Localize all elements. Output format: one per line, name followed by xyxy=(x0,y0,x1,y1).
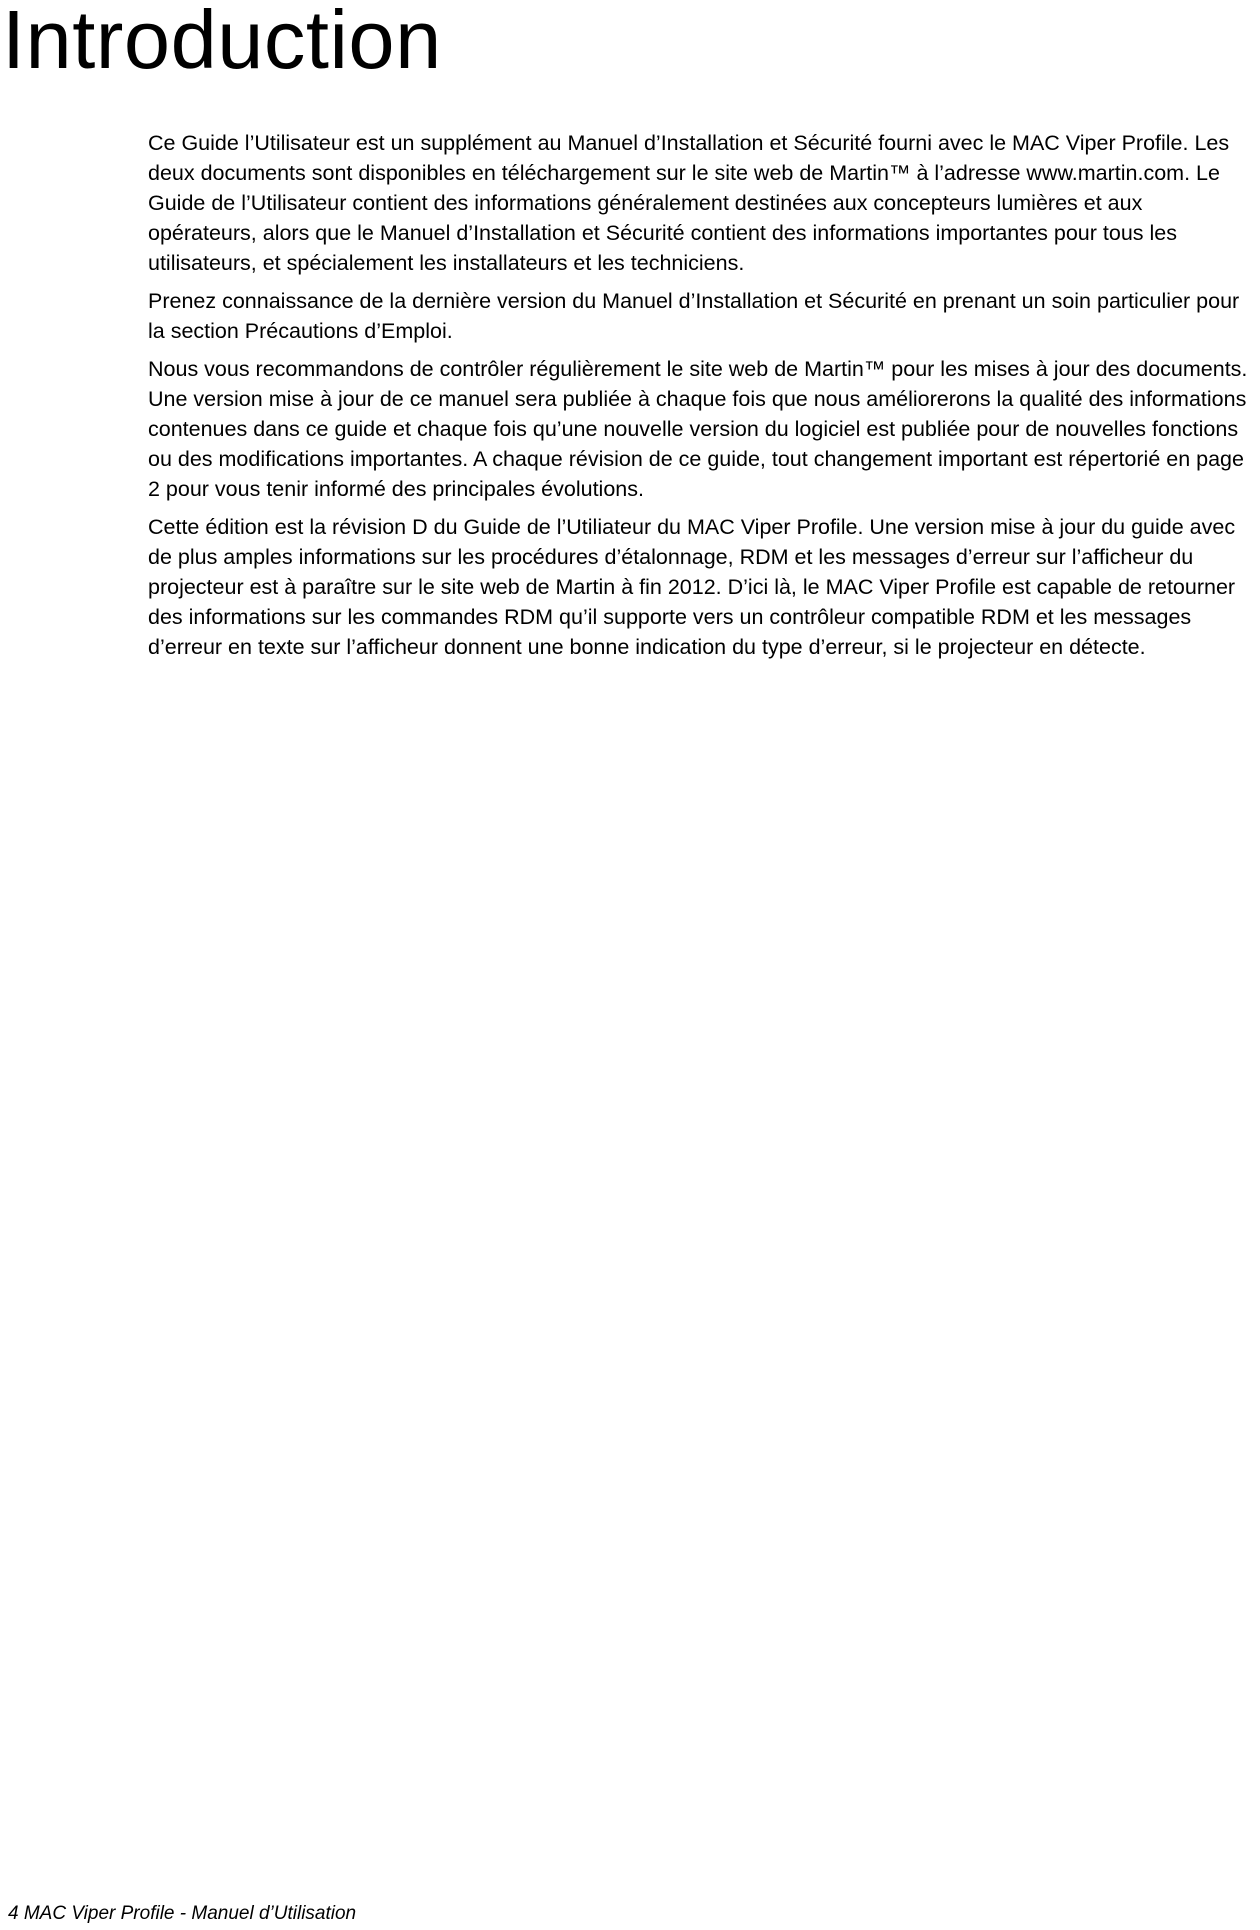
page-title: Introduction xyxy=(2,0,442,86)
paragraph-intro: Ce Guide l’Utilisateur est un supplément au Manuel d’Installation et Sécurité fourni avec le MAC Viper Profile. Les deux documents sont disponibles en téléchargement sur le site web de Martin™ à l’adresse www.martin.com. Le Guide de l’Utilisateur contient des informations généralement destinées aux concepteurs lumières et aux opérateurs, alors que le Manuel d’Installation et Sécurité contient des informations importantes pour tous les utilisateurs, et spécialement les installateurs et les techniciens. xyxy=(148,131,1230,275)
paragraph-revision: Cette édition est la révision D du Guide de l’Utiliateur du MAC Viper Profile. Une version mise à jour du guide avec de plus amples informations sur les procédures d’étalonnage, RDM et les messages d’erreur sur l’afficheur du projecteur est à paraître sur le site web de Martin à fin 2012. D’ici là, le MAC Viper Profile est capable de retourner des informations sur les commandes RDM qu’il supporte vers un contrôleur compatible RDM et les messages d’erreur en texte sur l’afficheur donnent une bonne indication du type d’erreur, si le projecteur en détecte. xyxy=(148,515,1236,659)
page-footer: 4 MAC Viper Profile - Manuel d’Utilisation xyxy=(8,1903,357,1924)
paragraph-safety: Prenez connaissance de la dernière version du Manuel d’Installation et Sécurité en prenant un soin particulier pour la section Précautions d’Emploi. xyxy=(148,289,1240,343)
paragraph-updates: Nous vous recommandons de contrôler régulièrement le site web de Martin™ pour les mises à jour des documents. Une version mise à jour de ce manuel sera publiée à chaque fois que nous améliorerons la qualité des informations contenues dans ce guide et chaque fois qu’une nouvelle version du logiciel est publiée pour de nouvelles fonctions ou des modifications importantes. A chaque révision de ce guide, tout changement important est répertorié en page 2 pour vous tenir informé des principales évolutions. xyxy=(148,357,1248,501)
body-text xyxy=(148,128,1253,670)
